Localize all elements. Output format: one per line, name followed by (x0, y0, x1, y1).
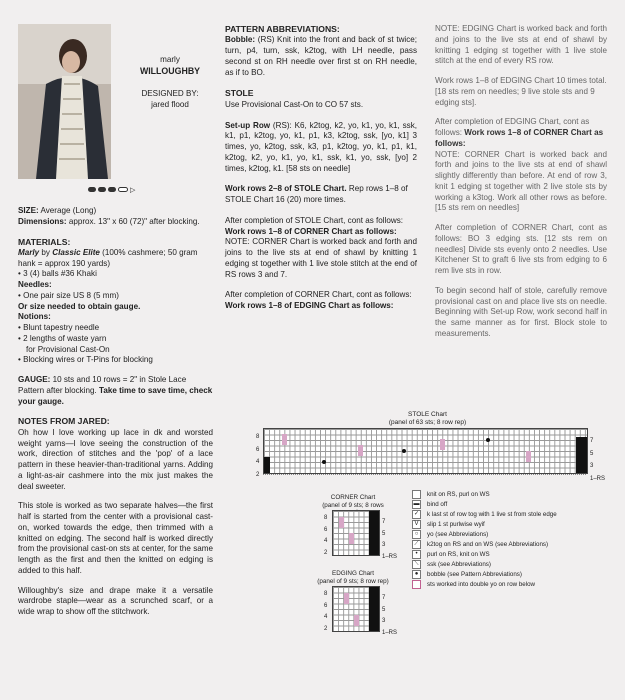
row-number: 8 (324, 515, 328, 521)
row-number: 1–RS (382, 553, 398, 560)
row-number: 7 (590, 438, 594, 444)
k-last-st-symbol-icon: ✓ (413, 511, 420, 517)
setup-label: Set-up Row (225, 120, 271, 130)
cast-on-text: Use Provisional Cast-On to CO 57 sts. (225, 99, 364, 109)
yarn-qty: • 3 (4) balls #36 Khaki (18, 269, 97, 279)
after-corner-text: After completion of CORNER Chart, cont as follows: (225, 290, 412, 300)
gauge-emphasis: Take time to save time, check your gauge. (18, 385, 213, 406)
abbreviations-heading: PATTERN ABBREVIATIONS: (225, 24, 340, 34)
legend-item: • purl on RS, knit on WS (412, 550, 612, 560)
after-stole-bold: Work rows 1–8 of CORNER Chart as follows: (225, 226, 397, 236)
notes-paragraph: Willoughby's size and drape make it a versatile wardrobe staple—wear as a scrunched scarf, or a wide wrap to show off the stitchwork. (18, 585, 213, 617)
row-number: 6 (324, 526, 328, 533)
row-number: 2 (324, 625, 328, 632)
corner-chart-title: CORNER Chart (330, 494, 376, 501)
purl-symbol-icon: • (412, 550, 421, 559)
legend-item: sts worked into double yo on row below (412, 580, 612, 590)
second-half-text: To begin second half of stole, carefully remove provisional cast on and place live sts on needle. Beginning with Set-up Row, work second half in the same manner as for first. Block stole to measurements. (435, 285, 607, 338)
row-number: 4 (256, 459, 260, 465)
knit-symbol-icon (412, 490, 421, 499)
row-number: 6 (256, 446, 260, 453)
stole-rows-label: Work rows 2–8 of STOLE Chart. (225, 184, 347, 194)
legend-item: ✓ k last st of row tog with 1 live st from stole edge (413, 511, 557, 519)
yo-symbol-icon: ○ (412, 530, 421, 539)
row-number: 7 (382, 595, 386, 601)
row-number: 6 (324, 602, 328, 609)
size-value: Average (Long) (40, 206, 97, 215)
stole-rows-text: Rep rows 1–8 of STOLE Chart 16 (20) more times. (225, 184, 408, 205)
legend-item: V slip 1 st purlwise wyif (412, 520, 612, 530)
gauge-label: GAUGE: (18, 375, 51, 385)
after-corner-text-2: After completion of CORNER Chart, cont as follows: BO 3 edging sts. [12 sts rem on needles] Divide sts evenly onto 2 needles. Use Kitchener St to graft 6 live sts from edging to 6 rem live sts in row. (435, 223, 607, 275)
setup-text: (RS): K6, k2tog, k2, yo, k1, yo, k1, ssk, k1, p1, k2tog, yo, k1, p1, k3, k2tog, ssk, [yo, k1] 3 times, yo, k2tog, ssk, k3, p1, k2tog, yo, k1, p1, k1, k2tog, k2, yo, k1, yo, k1, ssk, k1, yo, ssk, [yo] 2 times, k2tog, k1. [58 sts on needle] (225, 120, 417, 173)
designer-name: jared flood (151, 100, 189, 110)
stole-heading: STOLE (225, 88, 254, 99)
yarn-desc: (100% cashmere; 50 gram hank = approx 190 yards) (18, 247, 198, 268)
legend-item: ▬ bind off (413, 501, 448, 509)
after-stole-text: After completion of STOLE Chart, cont as follows: (225, 215, 403, 225)
row-number: 8 (324, 591, 328, 597)
row-number: 7 (382, 519, 386, 525)
dimensions-value: approx. 13" x 60 (72)" after blocking. (68, 216, 200, 226)
row-number: 3 (382, 542, 386, 548)
bind-off-symbol-icon: ▬ (413, 501, 420, 507)
row-number: 5 (590, 450, 594, 457)
notes-heading: NOTES FROM JARED: (18, 416, 110, 427)
corner-chart-subtitle: (panel of 9 sts; 8 rows (322, 501, 384, 509)
legend-item: ⟋ k2tog on RS and on WS (see Abbreviations) (412, 540, 612, 550)
corner-chart-grid (332, 510, 380, 556)
k2tog-symbol-icon: ⟋ (412, 540, 421, 549)
designer-first-name: marly (160, 55, 180, 64)
legend-item: ● bobble (see Pattern Abbreviations) (412, 570, 612, 580)
yarn-by: by (41, 247, 50, 257)
dimensions-label: Dimensions: (18, 216, 67, 226)
row-number: 3 (590, 463, 594, 469)
row-number: 8 (256, 434, 260, 440)
row-number: 3 (382, 618, 386, 624)
yarn-brand: Marly (18, 247, 40, 257)
ssk-symbol-icon: ⟍ (412, 560, 421, 569)
gauge-text: 10 sts and 10 rows = 2" in Stole Lace Pattern after blocking. (18, 375, 187, 395)
bobble-symbol-icon: ● (412, 570, 421, 579)
materials-heading: MATERIALS: (18, 236, 71, 247)
legend-item: knit on RS, purl on WS (412, 490, 612, 500)
chart-legend (412, 490, 612, 590)
corner-note: NOTE: CORNER Chart is worked back and forth and joins to the live sts at end of shawl by knitting 1 edging st together with 1 live stole stitch at the end of RS rows 3 and 7. (225, 237, 417, 279)
edging-chart-subtitle: (panel of 9 sts; 8 row rep) (317, 577, 389, 585)
row-number: 1–RS (590, 475, 606, 482)
after-corner-bold: Work rows 1–8 of EDGING Chart as follows: (225, 301, 394, 311)
notion-item: • Blunt tapestry needle (18, 323, 100, 333)
edging-chart-grid (332, 586, 380, 632)
row-number: 5 (382, 606, 386, 613)
skill-level-icon: ▷ (88, 185, 135, 196)
notion-item: • Blocking wires or T-Pins for blocking (18, 355, 153, 365)
needles-label: Needles: (18, 280, 52, 290)
row-number: 4 (324, 614, 328, 620)
row-number: 2 (324, 549, 328, 556)
gauge-note: Or size needed to obtain gauge. (18, 301, 141, 311)
legend-item: ○ yo (see Abbreviations) (412, 530, 612, 540)
size-label: SIZE: (18, 206, 39, 215)
row-number: 5 (382, 530, 386, 537)
stole-column-numbers (263, 474, 586, 479)
stole-chart-grid (263, 428, 588, 474)
edging-note: NOTE: EDGING Chart is worked back and forth and joins to the live sts at end of shawl by knitting 1 edging st together with 1 live stole stitch at the end of every RS row. (435, 24, 607, 66)
edging-chart-title: EDGING Chart (332, 570, 374, 577)
notion-item: • 2 lengths of waste yarn (18, 333, 107, 343)
model-photo (18, 24, 111, 179)
designer-last-name: WILLOUGHBY (139, 65, 201, 76)
row-number: 4 (324, 538, 328, 544)
corner-note-2: NOTE: CORNER Chart is worked back and forth and joins to the live sts at end of shawl slightly differently than before. At end of row 3, knit 1 edging st together with 2 live stole sts by working a k3tog. Work all other rows as before. [15 sts rem on needles] (435, 149, 607, 213)
notions-label: Notions: (18, 312, 51, 322)
double-yo-symbol-icon (412, 580, 421, 589)
row-number: 2 (256, 471, 260, 478)
after-edging-bold: Work rows 1–8 of CORNER Chart as follows: (435, 128, 604, 148)
stole-chart-subtitle: (panel of 63 sts; 8 row rep) (388, 418, 467, 426)
legend-item: ⟍ ssk (see Abbreviations) (412, 560, 612, 570)
designed-by-label: DESIGNED BY: (141, 89, 199, 99)
notes-paragraph: Oh how I love working up lace in dk and worsted weight yarns—I love seeing the construction of the work, direction of stitches and the 'pop' of a lace pattern in these heavier-than-traditional yarns. Adding a light-as-air cashmere into the mix just makes the deal sweeter. (18, 427, 213, 491)
slip-symbol-icon: V (412, 520, 421, 529)
photo-icon (18, 24, 111, 179)
notes-paragraph: This stole is worked as two separate halves—the first half is started from the center with a provisional cast-on, worked towards the edge, then trimmed with a knitted on edging. The second half is worked directly from the provisional cast-on sts at center, for the same length as the first and then the knitted on edging is added to this half. (18, 501, 213, 575)
notion-item: for Provisional Cast-On (26, 344, 110, 354)
bobble-text: (RS) Knit into the front and back of st twice; turn, p4, turn, ssk, k2tog, with LH needle, pass second st on RH needle over first st on RH needle, as if to BO. (225, 35, 418, 77)
after-edging-text: After completion of EDGING Chart, cont as follows: (435, 117, 590, 137)
edging-rows-text: Work rows 1–8 of EDGING Chart 10 times total. [18 sts rem on needles; 9 live stole sts and 9 edging sts]. (435, 76, 607, 107)
yarn-maker: Classic Elite (52, 247, 100, 257)
needle-size: • One pair size US 8 (5 mm) (18, 290, 119, 300)
stole-chart-title: STOLE Chart (408, 411, 447, 418)
row-number: 1–RS (382, 629, 398, 636)
bobble-label: Bobble: (225, 35, 256, 45)
